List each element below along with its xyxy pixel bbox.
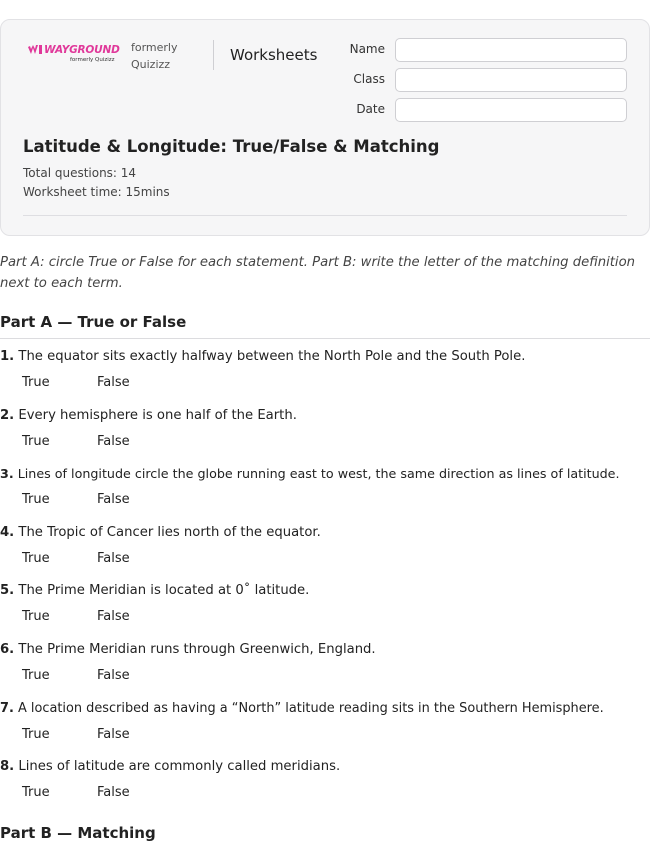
false-option[interactable]: False [97,492,130,507]
name-field[interactable] [395,38,627,62]
true-option[interactable]: True [22,551,50,566]
question-text [0,407,297,425]
worksheet-title: Latitude & Longitude: True/False & Matching [23,137,440,156]
question-statement: Lines of latitude are commonly called meridians. [18,759,341,774]
true-option[interactable]: True [22,727,50,742]
false-option[interactable]: False [97,375,130,390]
header-rule [23,215,627,216]
false-option[interactable]: False [97,434,130,449]
logo-wordmark: WAYGROUND [44,44,120,56]
question-item [0,641,650,699]
class-field[interactable] [395,68,627,92]
total-questions: Total questions: 14 [23,166,137,180]
part-b-title: Part B — Matching [0,824,156,842]
question-statement: The Prime Meridian runs through Greenwich, England. [18,642,376,657]
question-statement: Every hemisphere is one half of the Earth. [18,408,297,423]
false-option[interactable]: False [97,668,130,683]
question-item [0,524,650,582]
wayground-logo[interactable] [28,44,118,66]
false-option[interactable]: False [97,551,130,566]
question-statement: The equator sits exactly halfway between the North Pole and the South Pole. [18,349,526,364]
question-number: 4. [0,525,15,540]
true-option[interactable]: True [22,785,50,800]
question-item [0,407,650,465]
instructions-text: Part A: circle True or False for each statement. Part B: write the letter of the matching definition next to each term. [0,255,636,291]
logo-subtext: formerly Quizizz [70,57,115,63]
question-number: 5. [0,583,15,598]
question-item [0,758,650,816]
header-divider [213,40,214,70]
name-label: Name [349,42,385,56]
question-statement: A location described as having a “North” latitude reading sits in the Southern Hemisphere. [17,701,604,716]
true-option[interactable]: True [22,668,50,683]
false-option[interactable]: False [97,609,130,624]
question-text [0,582,309,600]
question-text [0,641,376,659]
question-item [0,582,650,640]
worksheet-time: Worksheet time: 15mins [23,185,170,199]
question-text [0,465,620,483]
true-option[interactable]: True [22,492,50,507]
question-number: 3. [0,466,14,481]
question-text [0,700,604,718]
question-text [0,524,321,542]
question-item [0,348,650,406]
true-option[interactable]: True [22,434,50,449]
worksheets-label: Worksheets [230,46,318,64]
part-a-title: Part A — True or False [0,313,187,331]
question-text [0,348,525,366]
false-option[interactable]: False [97,785,130,800]
question-number: 8. [0,759,15,774]
true-option[interactable]: True [22,609,50,624]
class-label: Class [353,72,385,86]
false-option[interactable]: False [97,727,130,742]
question-statement: The Prime Meridian is located at 0˚ latitude. [18,583,310,598]
question-number: 6. [0,642,15,657]
date-field[interactable] [395,98,627,122]
question-number: 7. [0,701,14,716]
question-number: 2. [0,408,15,423]
question-item [0,465,650,523]
true-option[interactable]: True [22,375,50,390]
date-label: Date [356,102,385,116]
part-a-rule [0,338,650,339]
question-statement: The Tropic of Cancer lies north of the equator. [18,525,321,540]
question-text [0,758,340,776]
formerly-quizizz-text: formerly Quizizz [131,41,178,71]
question-number: 1. [0,349,15,364]
question-statement: Lines of longitude circle the globe running east to west, the same direction as lines of latitude. [17,466,620,481]
logo-mark-icon [28,45,43,55]
question-item [0,700,650,758]
